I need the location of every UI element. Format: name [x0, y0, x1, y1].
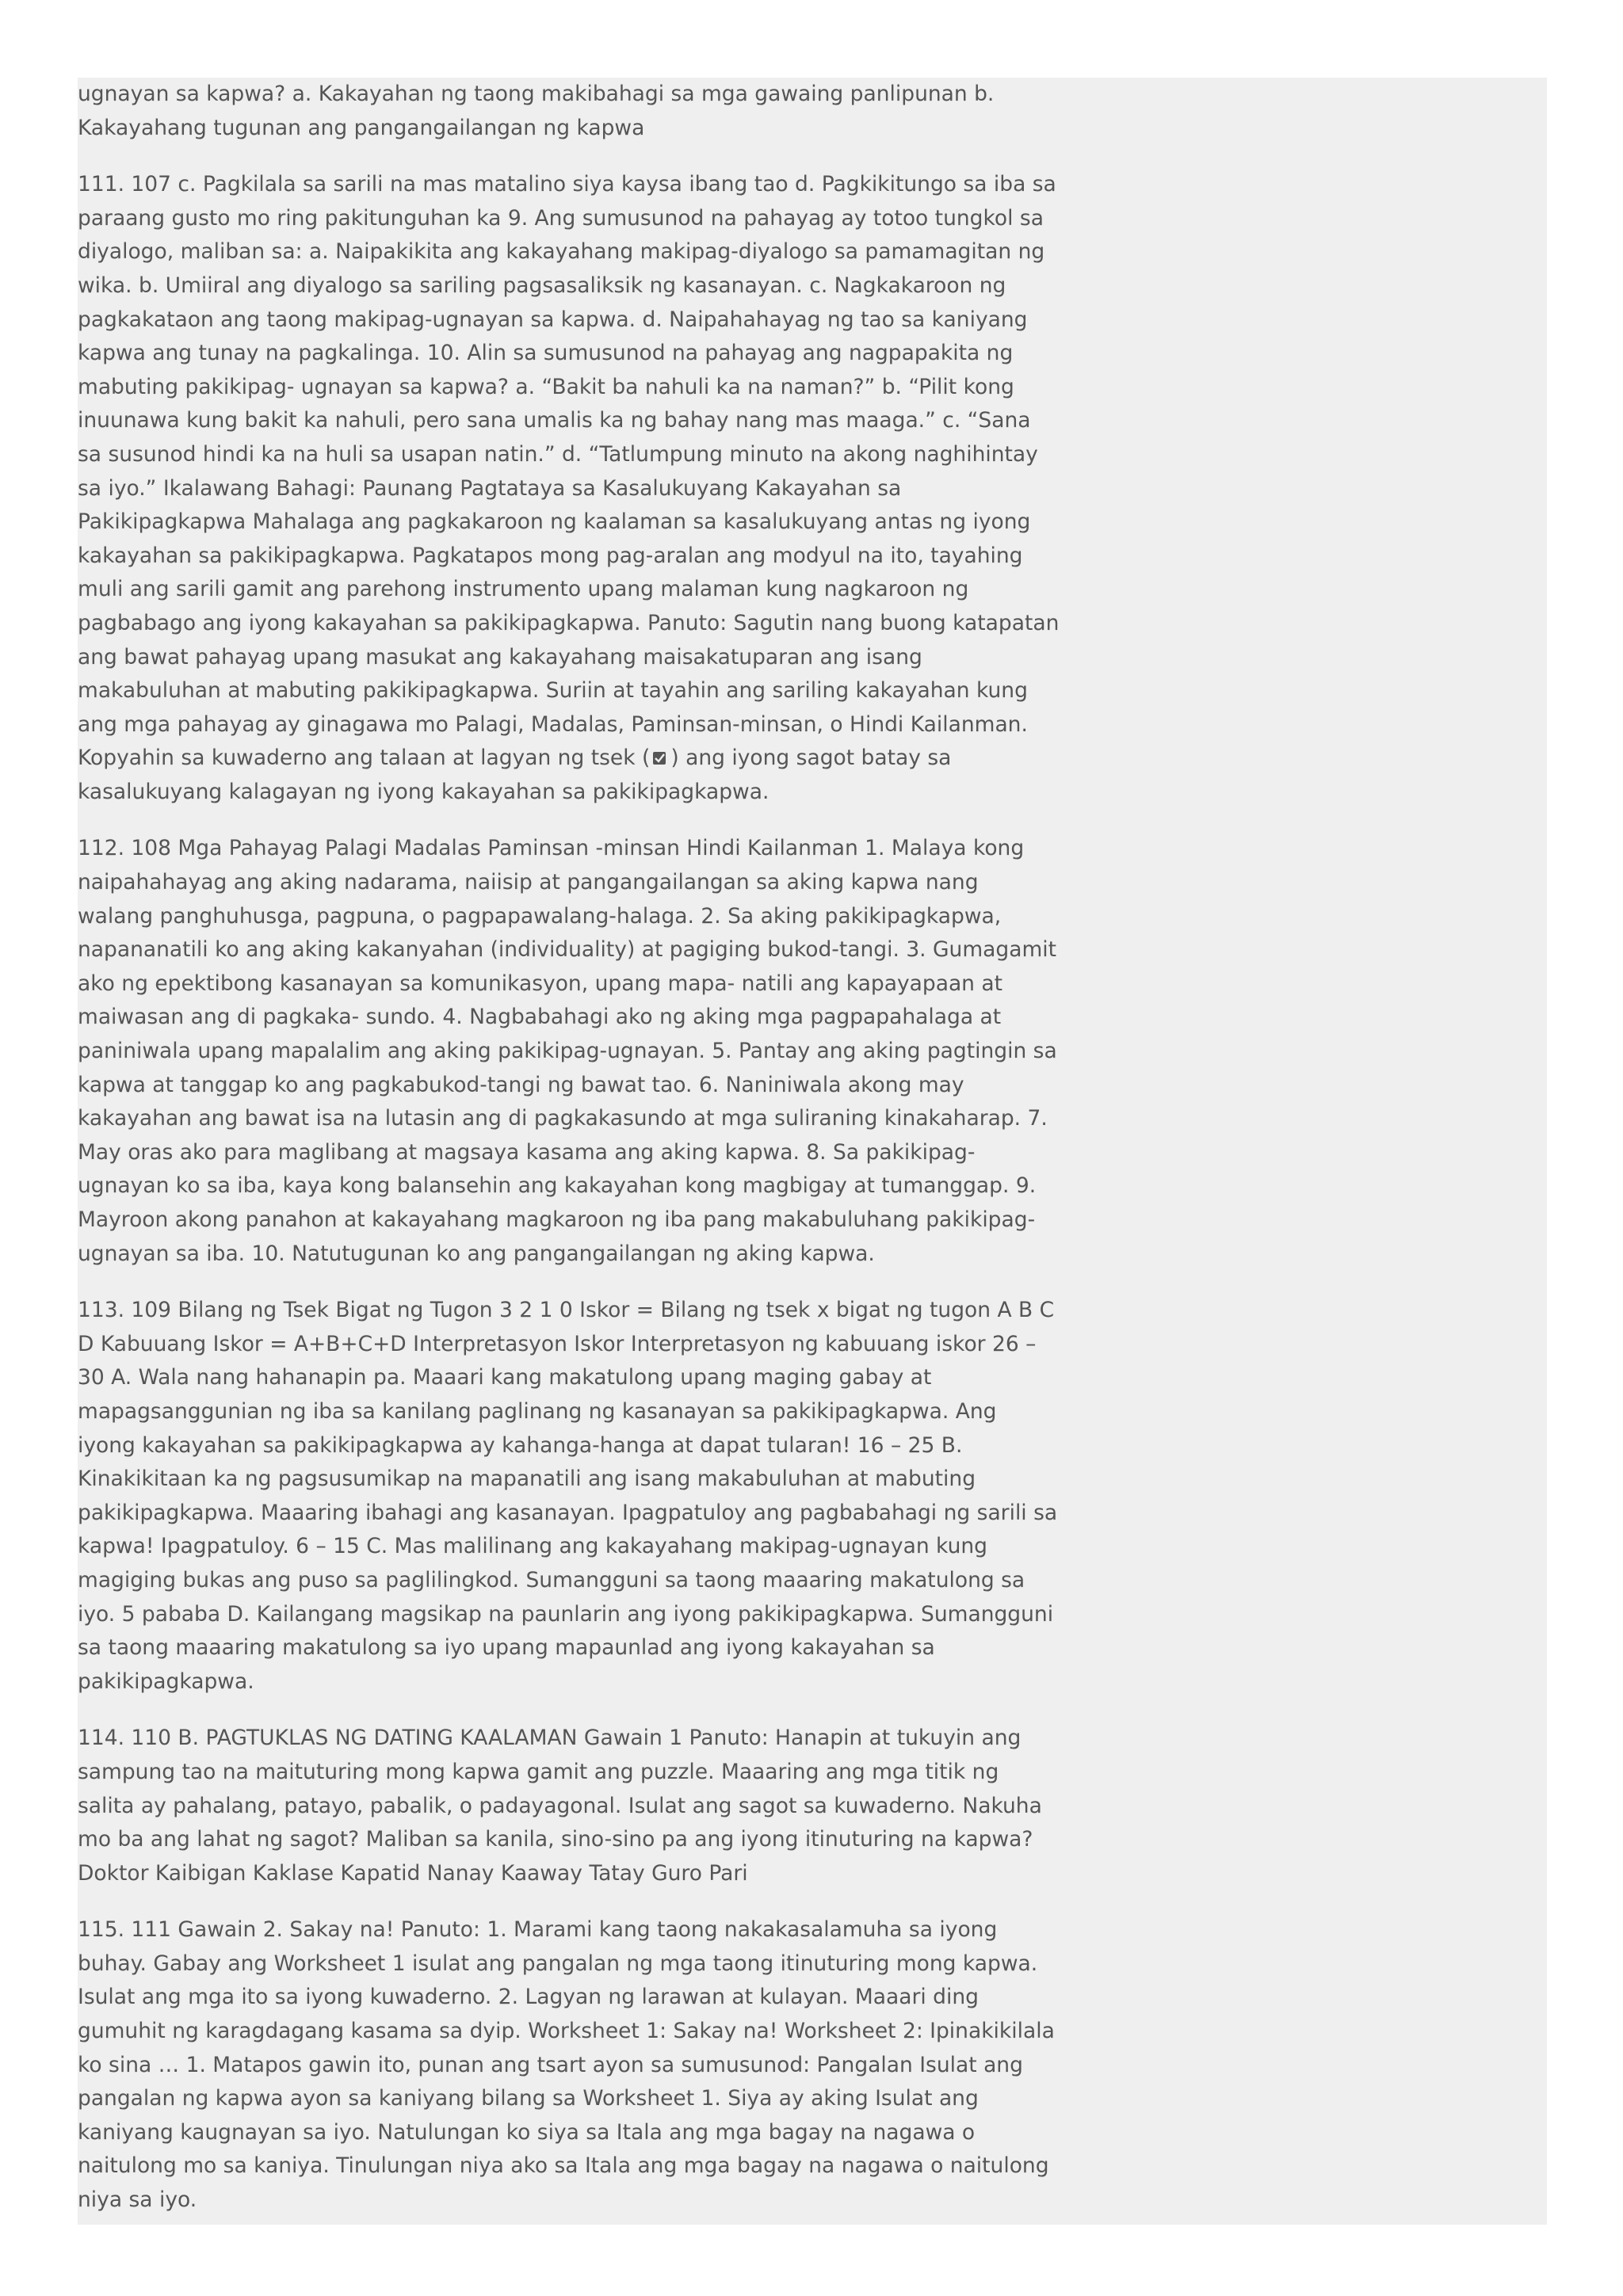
paragraph-1-text: ugnayan sa kapwa? a. Kakayahan ng taong makibahagi sa mga gawaing panlipunan b. Kakayahang tugunan ang pangangailangan ng kapwa [78, 82, 995, 140]
paragraph-115-text: 115. 111 Gawain 2. Sakay na! Panuto: 1. Marami kang taong nakakasalamuha sa iyong buhay. Gabay ang Worksheet 1 isulat ang pangalan ng mga taong itinuturing mong kapwa. Isulat ang mga ito sa iyong kuwaderno. 2. Lagyan ng larawan at kulayan. Maaari ding gumuhit ng karagdagang kasama sa dyip. Worksheet 1: Sakay na! Worksheet 2: Ipinakikilala ko sina … 1. Matapos gawin ito, punan ang tsart ayon sa sumusunod: Pangalan Isulat ang pangalan ng kapwa ayon sa kaniyang bilang sa Worksheet 1. Siya ay aking Isulat ang kaniyang kaugnayan sa iyo. Natulungan ko siya sa Itala ang mga bagay na nagawa o naitulong mo sa kaniya. Tinulungan niya ako sa Itala ang mga bagay na nagawa o naitulong niya sa iyo. [78, 1917, 1055, 2213]
paragraph-1 [78, 78, 1060, 145]
paragraph-114 [78, 1722, 1060, 1890]
document-panel [78, 78, 1547, 2225]
check-mark-icon [651, 749, 669, 767]
paragraph-113 [78, 1294, 1060, 1699]
document-content [78, 78, 1060, 2241]
paragraph-111-text: 111. 107 c. Pagkilala sa sarili na mas matalino siya kaysa ibang tao d. Pagkikitungo sa iba sa paraang gusto mo ring pakitunguhan ka 9. Ang sumusunod na pahayag ay totoo tungkol sa diyalogo, maliban sa: a. Naipakikita ang kakayahang makipag-diyalogo sa pamamagitan ng wika. b. Umiiral ang diyalogo sa sariling pagsasaliksik ng kasanayan. c. Nagkakaroon ng pagkakataon ang taong makipag-ugnayan sa kapwa. d. Naipahahayag ng tao sa kaniyang kapwa ang tunay na pagkalinga. 10. Alin sa sumusunod na pahayag ang nagpapakita ng mabuting pakikipag- ugnayan sa kapwa? a. “Bakit ba nahuli ka na naman?” b. “Pilit kong inuunawa kung bakit ka nahuli, pero sana umalis ka ng bahay nang mas maaga.” c. “Sana sa susunod hindi ka na huli sa usapan natin.” d. “Tatlumpung minuto na akong naghihintay sa iyo.” Ikalawang Bahagi: Paunang Pagtataya sa Kasalukuyang Kakayahan sa Pakikipagkapwa Mahalaga ang pagkakaroon ng kaalaman sa kasalukuyang antas ng iyong kakayahan sa pakikipagkapwa. Pagkatapos mong pag-aralan ang modyul na ito, tayahing muli ang sarili gamit ang parehong instrumento upang malaman kung nagkaroon ng pagbabago ang iyong kakayahan sa pakikipagkapwa. Panuto: Sagutin nang buong katapatan ang bawat pahayag upang masukat ang kakayahang maisakatuparan ang isang makabuluhan at mabuting pakikipagkapwa. Suriin at tayahin ang sariling kakayahan kung ang mga pahayag ay ginagawa mo Palagi, Madalas, Paminsan-minsan, o Hindi Kailanman. Kopyahin sa kuwaderno ang talaan at lagyan ng tsek ( [78, 172, 1060, 771]
paragraph-114-text: 114. 110 B. PAGTUKLAS NG DATING KAALAMAN Gawain 1 Panuto: Hanapin at tukuyin ang sampung tao na maituturing mong kapwa gamit ang puzzle. Maaaring ang mga titik ng salita ay pahalang, patayo, pabalik, o padayagonal. Isulat ang sagot sa kuwaderno. Nakuha mo ba ang lahat ng sagot? Maliban sa kanila, sino-sino pa ang iyong itinuturing na kapwa? Doktor Kaibigan Kaklase Kapatid Nanay Kaaway Tatay Guro Pari [78, 1726, 1042, 1886]
paragraph-115 [78, 1913, 1060, 2217]
paragraph-111 [78, 168, 1060, 809]
paragraph-111-text-after: ) ang iyong sagot batay sa kasalukuyang kalagayan ng iyong kakayahan sa pakikipagkapwa. [78, 746, 952, 804]
paragraph-113-text: 113. 109 Bilang ng Tsek Bigat ng Tugon 3 2 1 0 Iskor = Bilang ng tsek x bigat ng tugon A B C D Kabuuang Iskor = A+B+C+D Interpretasyon Iskor Interpretasyon ng kabuuang iskor 26 – 30 A. Wala nang hahanapin pa. Maaari kang makatulong upang maging gabay at mapagsanggunian ng iba sa kanilang paglinang ng kasanayan sa pakikipagkapwa. Ang iyong kakayahan sa pakikipagkapwa ay kahanga-hanga at dapat tularan! 16 – 25 B. Kinakikitaan ka ng pagsusumikap na mapanatili ang isang makabuluhan at mabuting pakikipagkapwa. Maaaring ibahagi ang kasanayan. Ipagpatuloy ang pagbabahagi ng sarili sa kapwa! Ipagpatuloy. 6 – 15 C. Mas malilinang ang kakayahang makipag-ugnayan kung magiging bukas ang puso sa paglilingkod. Sumangguni sa taong maaaring makatulong sa iyo. 5 pababa D. Kailangang magsikap na paunlarin ang iyong pakikipagkapwa. Sumangguni sa taong maaaring makatulong sa iyo upang mapaunlad ang iyong kakayahan sa pakikipagkapwa. [78, 1298, 1058, 1694]
paragraph-112-text: 112. 108 Mga Pahayag Palagi Madalas Paminsan -minsan Hindi Kailanman 1. Malaya kong naipahahayag ang aking nadarama, naiisip at pangangailangan sa aking kapwa nang walang panghuhusga, pagpuna, o pagpapawalang-halaga. 2. Sa aking pakikipagkapwa, napananatili ko ang aking kakanyahan (individuality) at pagiging bukod-tangi. 3. Gumagamit ako ng epektibong kasanayan sa komunikasyon, upang mapa- natili ang kapayapaan at maiwasan ang di pagkaka- sundo. 4. Nagbabahagi ako ng aking mga pagpapahalaga at paniniwala upang mapalalim ang aking pakikipag-ugnayan. 5. Pantay ang aking pagtingin sa kapwa at tanggap ko ang pagkabukod-tangi ng bawat tao. 6. Naniniwala akong may kakayahan ang bawat isa na lutasin ang di pagkakasundo at mga suliraning kinakaharap. 7. May oras ako para maglibang at magsaya kasama ang aking kapwa. 8. Sa pakikipag-ugnayan ko sa iba, kaya kong balansehin ang kakayahan kong magbigay at tumanggap. 9. Mayroon akong panahon at kakayahang magkaroon ng iba pang makabuluhang pakikipag-ugnayan sa iba. 10. Natutugunan ko ang pangangailangan ng aking kapwa. [78, 836, 1057, 1266]
paragraph-112 [78, 832, 1060, 1271]
